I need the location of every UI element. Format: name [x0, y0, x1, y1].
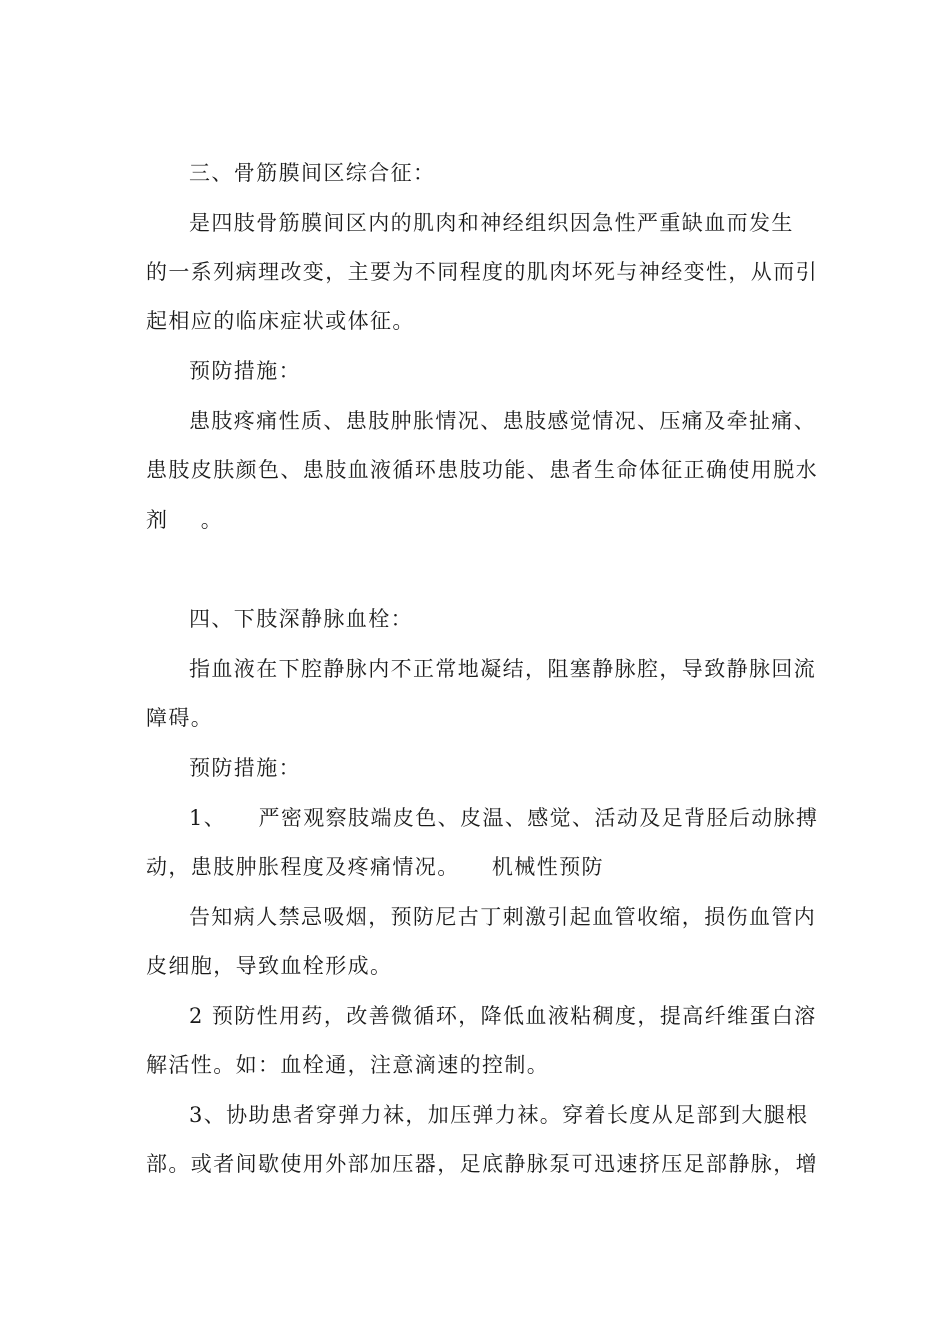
section-3-prevention-line: 剂 。	[146, 508, 224, 532]
prevention-item-1-line: 1、 严密观察肢端皮色、皮温、感觉、活动及足背胫后动脉搏	[189, 806, 819, 830]
section-3-prevention-label: 预防措施：	[189, 359, 301, 383]
section-4-heading: 四、下肢深静脉血栓：	[189, 607, 413, 631]
prevention-item-smoking-line: 皮细胞，导致血栓形成。	[146, 954, 393, 978]
prevention-item-3-line: 部。或者间歇使用外部加压器，足底静脉泵可迅速挤压足部静脉，增	[146, 1152, 818, 1176]
prevention-item-3-line: 3、协助患者穿弹力袜，加压弹力袜。穿着长度从足部到大腿根	[189, 1103, 809, 1127]
prevention-item-1-line: 动，患肢肿胀程度及疼痛情况。 机械性预防	[146, 855, 604, 879]
section-4-definition-line: 障碍。	[146, 706, 214, 730]
section-3-prevention-line: 患肢皮肤颜色、患肢血液循环患肢功能、患者生命体征正确使用脱水	[146, 458, 818, 482]
prevention-item-2-line: 解活性。如：血栓通，注意滴速的控制。	[146, 1053, 550, 1077]
section-3-heading: 三、骨筋膜间区综合征：	[189, 161, 436, 185]
section-3-definition-line: 是四肢骨筋膜间区内的肌肉和神经组织因急性严重缺血而发生	[189, 211, 794, 235]
prevention-item-smoking-line: 告知病人禁忌吸烟，预防尼古丁刺激引起血管收缩，损伤血管内	[189, 905, 817, 929]
section-3-definition-line: 的一系列病理改变，主要为不同程度的肌肉坏死与神经变性，从而引	[146, 260, 818, 284]
section-3-definition-line: 起相应的临床症状或体征。	[146, 309, 415, 333]
section-4-prevention-label: 预防措施：	[189, 756, 301, 780]
section-3-prevention-line: 患肢疼痛性质、患肢肿胀情况、患肢感觉情况、压痛及牵扯痛、	[189, 409, 817, 433]
section-4-definition-line: 指血液在下腔静脉内不正常地凝结，阻塞静脉腔，导致静脉回流	[189, 657, 817, 681]
prevention-item-2-line: 2 预防性用药，改善微循环，降低血液粘稠度，提高纤维蛋白溶	[189, 1004, 817, 1028]
